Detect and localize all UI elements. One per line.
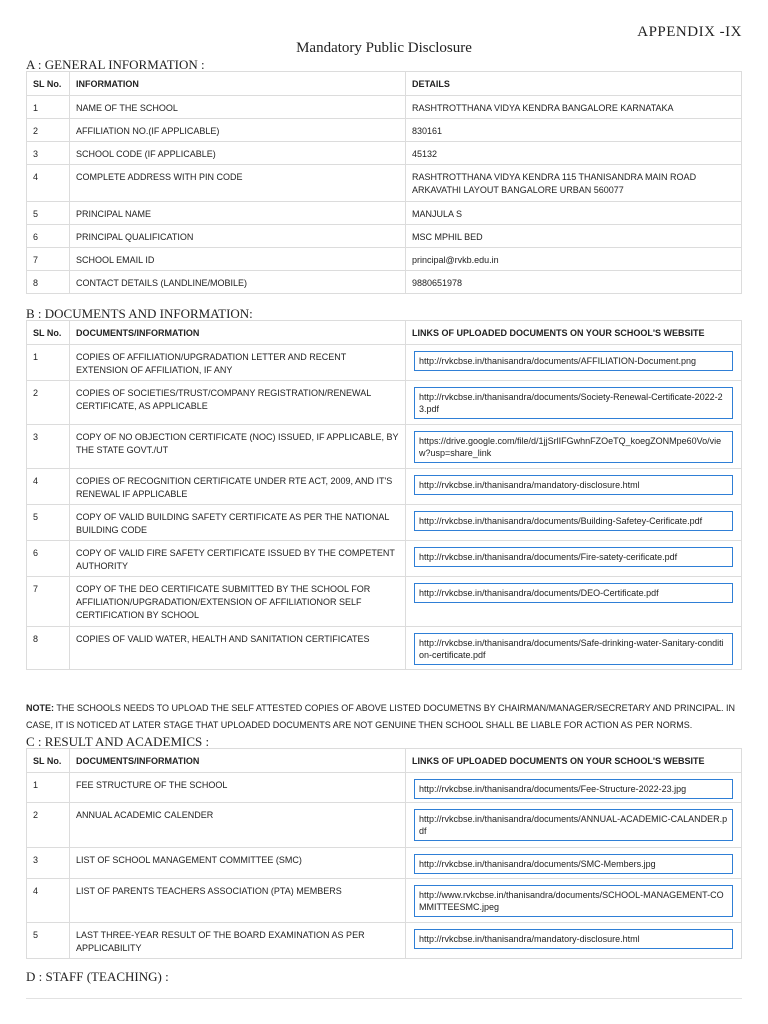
document-link-input[interactable]: http://rvkcbse.in/thanisandra/documents/ANNUAL-ACADEMIC-CALANDER.pdf <box>414 809 733 841</box>
document-label: LIST OF PARENTS TEACHERS ASSOCIATION (PTA) MEMBERS <box>70 879 406 923</box>
sl-number: 8 <box>27 271 70 294</box>
sl-number: 4 <box>27 165 70 202</box>
sl-number: 1 <box>27 345 70 381</box>
documents-table <box>26 320 742 670</box>
sl-number: 7 <box>27 248 70 271</box>
sl-number: 5 <box>27 923 70 959</box>
table-header-row <box>27 72 742 96</box>
column-header: SL No. <box>27 321 70 345</box>
document-label: LAST THREE-YEAR RESULT OF THE BOARD EXAMINATION AS PER APPLICABILITY <box>70 923 406 959</box>
info-detail: MANJULA S <box>406 202 742 225</box>
section-c-heading: C : RESULT AND ACADEMICS : <box>26 734 210 749</box>
page-title: Mandatory Public Disclosure <box>296 40 472 56</box>
column-header: SL No. <box>27 72 70 96</box>
link-cell <box>406 923 742 959</box>
academics-table <box>26 748 742 959</box>
column-header: LINKS OF UPLOADED DOCUMENTS ON YOUR SCHOOL'S WEBSITE <box>406 321 742 345</box>
sl-number: 3 <box>27 425 70 469</box>
sl-number: 6 <box>27 541 70 577</box>
sl-number: 3 <box>27 142 70 165</box>
document-label: COPY OF NO OBJECTION CERTIFICATE (NOC) ISSUED, IF APPLICABLE, BY THE STATE GOVT./UT <box>70 425 406 469</box>
section-a-heading: A : GENERAL INFORMATION : <box>26 57 205 72</box>
table-row <box>27 202 742 225</box>
column-header: INFORMATION <box>70 72 406 96</box>
column-header: DETAILS <box>406 72 742 96</box>
table-row <box>27 225 742 248</box>
table-row <box>27 96 742 119</box>
link-cell <box>406 627 742 670</box>
document-link-input[interactable]: https://drive.google.com/file/d/1jjSrlIFGwhnFZOeTQ_koegZONMpe60Vo/view?usp=share_link <box>414 431 733 463</box>
document-link-input[interactable]: http://rvkcbse.in/thanisandra/documents/AFFILIATION-Document.png <box>414 351 733 371</box>
info-detail: 45132 <box>406 142 742 165</box>
column-header: DOCUMENTS/INFORMATION <box>70 749 406 773</box>
sl-number: 4 <box>27 469 70 505</box>
document-label: COPIES OF RECOGNITION CERTIFICATE UNDER RTE ACT, 2009, AND IT'S RENEWAL IF APPLICABLE <box>70 469 406 505</box>
link-cell <box>406 879 742 923</box>
sl-number: 1 <box>27 773 70 803</box>
info-label: PRINCIPAL NAME <box>70 202 406 225</box>
table-row <box>27 165 742 202</box>
info-label: NAME OF THE SCHOOL <box>70 96 406 119</box>
sl-number: 2 <box>27 381 70 425</box>
section-b-heading: B : DOCUMENTS AND INFORMATION: <box>26 306 253 321</box>
document-link-input[interactable]: http://www.rvkcbse.in/thanisandra/documents/SCHOOL-MANAGEMENT-COMMITTEESMC.jpeg <box>414 885 733 917</box>
document-link-input[interactable]: http://rvkcbse.in/thanisandra/documents/Society-Renewal-Certificate-2022-23.pdf <box>414 387 733 419</box>
sl-number: 2 <box>27 803 70 848</box>
info-detail: principal@rvkb.edu.in <box>406 248 742 271</box>
document-label: LIST OF SCHOOL MANAGEMENT COMMITTEE (SMC) <box>70 848 406 879</box>
appendix-label: APPENDIX -IX <box>637 24 742 40</box>
document-label: COPY OF VALID FIRE SAFETY CERTIFICATE ISSUED BY THE COMPETENT AUTHORITY <box>70 541 406 577</box>
table-row <box>27 381 742 425</box>
table-row <box>27 627 742 670</box>
note-text: THE SCHOOLS NEEDS TO UPLOAD THE SELF ATTESTED COPIES OF ABOVE LISTED DOCUMETNS BY CHAIRMAN/MANAGER/SECRETARY AND PRINCIPAL. IN CASE, IT IS NOTICED AT LATER STAGE THAT UPLOADED DOCUMENTS ARE NOT GENUINE THEN SCHOOL SHALL BE LIABLE FOR ACTION AS PER NORMS. <box>26 703 735 730</box>
link-cell <box>406 425 742 469</box>
table-row <box>27 541 742 577</box>
info-label: SCHOOL CODE (IF APPLICABLE) <box>70 142 406 165</box>
table-row <box>27 923 742 959</box>
document-link-input[interactable]: http://rvkcbse.in/thanisandra/documents/Safe-drinking-water-Sanitary-condition-certificate.pdf <box>414 633 733 665</box>
document-link-input[interactable]: http://rvkcbse.in/thanisandra/documents/DEO-Certificate.pdf <box>414 583 733 603</box>
table-row <box>27 773 742 803</box>
info-detail: 9880651978 <box>406 271 742 294</box>
sl-number: 4 <box>27 879 70 923</box>
document-link-input[interactable]: http://rvkcbse.in/thanisandra/mandatory-disclosure.html <box>414 475 733 495</box>
document-link-input[interactable]: http://rvkcbse.in/thanisandra/documents/SMC-Members.jpg <box>414 854 733 874</box>
info-detail: RASHTROTTHANA VIDYA KENDRA 115 THANISANDRA MAIN ROAD ARKAVATHI LAYOUT BANGALORE URBAN 560077 <box>406 165 742 202</box>
link-cell <box>406 469 742 505</box>
info-label: SCHOOL EMAIL ID <box>70 248 406 271</box>
column-header: SL No. <box>27 749 70 773</box>
note-label: NOTE: <box>26 703 54 713</box>
table-row <box>27 577 742 627</box>
link-cell <box>406 577 742 627</box>
link-cell <box>406 381 742 425</box>
link-cell <box>406 773 742 803</box>
table-row <box>27 425 742 469</box>
sl-number: 5 <box>27 202 70 225</box>
document-link-input[interactable]: http://rvkcbse.in/thanisandra/mandatory-disclosure.html <box>414 929 733 949</box>
sl-number: 6 <box>27 225 70 248</box>
info-detail: MSC MPHIL BED <box>406 225 742 248</box>
section-d-heading: D : STAFF (TEACHING) : <box>26 969 169 984</box>
document-label: COPY OF THE DEO CERTIFICATE SUBMITTED BY THE SCHOOL FOR AFFILIATION/UPGRADATION/EXTENSION OF AFFILIATIONOR SELF CERTIFICATION BY SCHOOL <box>70 577 406 627</box>
document-label: FEE STRUCTURE OF THE SCHOOL <box>70 773 406 803</box>
sl-number: 3 <box>27 848 70 879</box>
sl-number: 1 <box>27 96 70 119</box>
sl-number: 2 <box>27 119 70 142</box>
column-header: LINKS OF UPLOADED DOCUMENTS ON YOUR SCHOOL'S WEBSITE <box>406 749 742 773</box>
column-header: DOCUMENTS/INFORMATION <box>70 321 406 345</box>
info-detail: RASHTROTTHANA VIDYA KENDRA BANGALORE KARNATAKA <box>406 96 742 119</box>
link-cell <box>406 505 742 541</box>
table-row <box>27 848 742 879</box>
table-row <box>27 271 742 294</box>
general-info-table <box>26 71 742 294</box>
table-row <box>27 505 742 541</box>
document-label: ANNUAL ACADEMIC CALENDER <box>70 803 406 848</box>
upload-note <box>26 700 742 734</box>
document-label: COPIES OF VALID WATER, HEALTH AND SANITATION CERTIFICATES <box>70 627 406 670</box>
link-cell <box>406 803 742 848</box>
document-link-input[interactable]: http://rvkcbse.in/thanisandra/documents/Building-Safetey-Cerificate.pdf <box>414 511 733 531</box>
info-label: PRINCIPAL QUALIFICATION <box>70 225 406 248</box>
table-row <box>27 248 742 271</box>
sl-number: 7 <box>27 577 70 627</box>
table-header-row <box>27 749 742 773</box>
document-label: COPIES OF AFFILIATION/UPGRADATION LETTER AND RECENT EXTENSION OF AFFILIATION, IF ANY <box>70 345 406 381</box>
table-header-row <box>27 321 742 345</box>
document-link-input[interactable]: http://rvkcbse.in/thanisandra/documents/Fire-satety-cerificate.pdf <box>414 547 733 567</box>
table-row <box>27 119 742 142</box>
table-row <box>27 803 742 848</box>
link-cell <box>406 345 742 381</box>
divider <box>26 998 742 999</box>
document-label: COPY OF VALID BUILDING SAFETY CERTIFICATE AS PER THE NATIONAL BUILDING CODE <box>70 505 406 541</box>
document-label: COPIES OF SOCIETIES/TRUST/COMPANY REGISTRATION/RENEWAL CERTIFICATE, AS APPLICABLE <box>70 381 406 425</box>
link-cell <box>406 541 742 577</box>
info-label: COMPLETE ADDRESS WITH PIN CODE <box>70 165 406 202</box>
document-link-input[interactable]: http://rvkcbse.in/thanisandra/documents/Fee-Structure-2022-23.jpg <box>414 779 733 799</box>
info-detail: 830161 <box>406 119 742 142</box>
table-row <box>27 142 742 165</box>
info-label: CONTACT DETAILS (LANDLINE/MOBILE) <box>70 271 406 294</box>
table-row <box>27 879 742 923</box>
info-label: AFFILIATION NO.(IF APPLICABLE) <box>70 119 406 142</box>
sl-number: 8 <box>27 627 70 670</box>
link-cell <box>406 848 742 879</box>
sl-number: 5 <box>27 505 70 541</box>
table-row <box>27 345 742 381</box>
table-row <box>27 469 742 505</box>
